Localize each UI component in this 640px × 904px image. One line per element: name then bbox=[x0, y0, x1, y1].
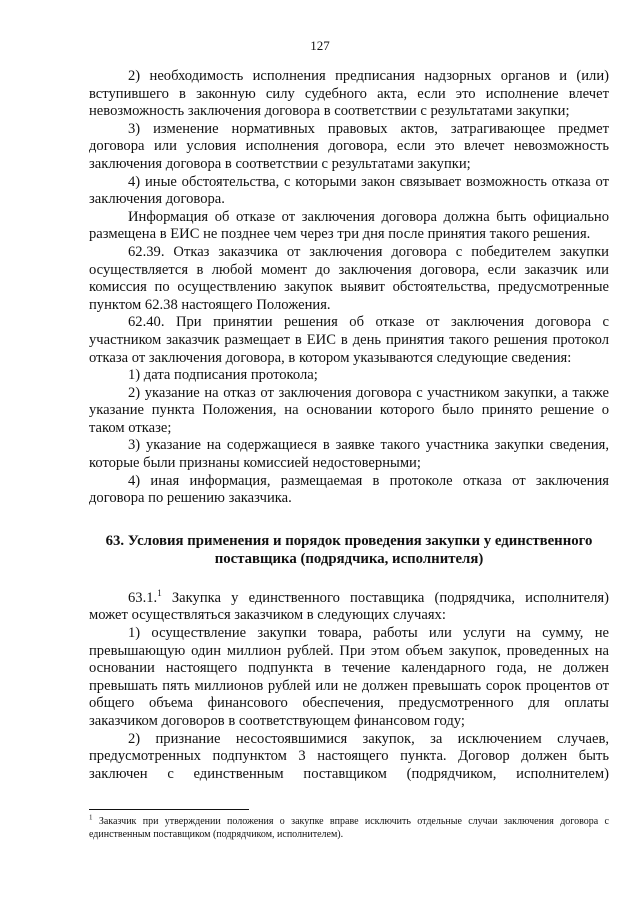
paragraph-62-40: 62.40. При принятии решения об отказе от заключения договора с участником заказчик размещает в ЕИС в день принятия такого решения протокол отказа от заключения договора, в котором указываются следующие сведения: bbox=[89, 314, 609, 366]
paragraph-protocol-item-3: 3) указание на содержащиеся в заявке такого участника закупки сведения, которые были признаны комиссией недостоверными; bbox=[89, 437, 609, 472]
paragraph-63-1-number: 63.1. bbox=[128, 589, 158, 606]
footnote-divider bbox=[89, 809, 249, 810]
section-heading: 63. Условия применения и порядок проведения закупки у единственного поставщика (подрядчика, исполнителя) bbox=[105, 532, 593, 567]
paragraph-protocol-item-4: 4) иная информация, размещаемая в протоколе отказа от заключения договора по решению заказчика. bbox=[89, 472, 609, 507]
footnote-reference: 1 bbox=[157, 587, 162, 598]
paragraph-protocol-item-1: 1) дата подписания протокола; bbox=[128, 367, 318, 384]
paragraph-63-1 bbox=[89, 587, 609, 625]
footnote bbox=[89, 815, 609, 841]
page-body bbox=[89, 68, 609, 783]
paragraph-item-2: 2) необходимость исполнения предписания надзорных органов и (или) вступившего в законную силу судебного акта, если это исполнение влечет невозможность заключения договора в соответствии с результатами закупки; bbox=[89, 68, 609, 120]
footnote-marker: 1 bbox=[89, 813, 93, 822]
paragraph-publication-notice: Информация об отказе от заключения договора должна быть официально размещена в ЕИС не позднее чем через три дня после принятия такого решения. bbox=[89, 208, 609, 243]
paragraph-case-1: 1) осуществление закупки товара, работы или услуги на сумму, не превышающую один миллион рублей. При этом объем закупок, проведенных на основании настоящего подпункта в течение календарного года, не должен превышать пять миллионов рублей или не должен превышать сорок процентов от общего объема финансового обеспечения, предусмотренного для оплаты заказчиком договоров в соответствующем финансовом году; bbox=[89, 625, 609, 729]
paragraph-item-4: 4) иные обстоятельства, с которыми закон связывает возможность отказа от заключения договора. bbox=[89, 173, 609, 208]
paragraph-case-2: 2) признание несостоявшимися закупок, за исключением случаев, предусмотренных подпунктом 3 настоящего пункта. Договор должен быть заключен с единственным поставщиком (подрядчиком, исполнителем) bbox=[89, 730, 609, 782]
paragraph-62-39: 62.39. Отказ заказчика от заключения договора с победителем закупки осуществляется в любой момент до заключения договора, если заказчик или комиссия по осуществлению закупок выявит обстоятельства, предусмотренные пунктом 62.38 настоящего Положения. bbox=[89, 243, 609, 313]
paragraph-item-3: 3) изменение нормативных правовых актов, затрагивающее предмет договора или условия исполнения договора, если это влечет невозможность заключения договора в соответствии с результатами закупки; bbox=[89, 120, 609, 172]
footnote-text: Заказчик при утверждении положения о закупке вправе исключить отдельные случаи заключения договора с единственным поставщиком (подрядчиком, исполнителем). bbox=[89, 816, 609, 840]
page-number: 127 bbox=[310, 38, 330, 53]
paragraph-protocol-item-2: 2) указание на отказ от заключения договора с участником закупки, а также указание пункта Положения, на основании которого было принято решение о таком отказе; bbox=[89, 384, 609, 436]
paragraph-63-1-text: Закупка у единственного поставщика (подрядчика, исполнителя) может осуществляться заказчиком в следующих случаях: bbox=[89, 589, 609, 624]
